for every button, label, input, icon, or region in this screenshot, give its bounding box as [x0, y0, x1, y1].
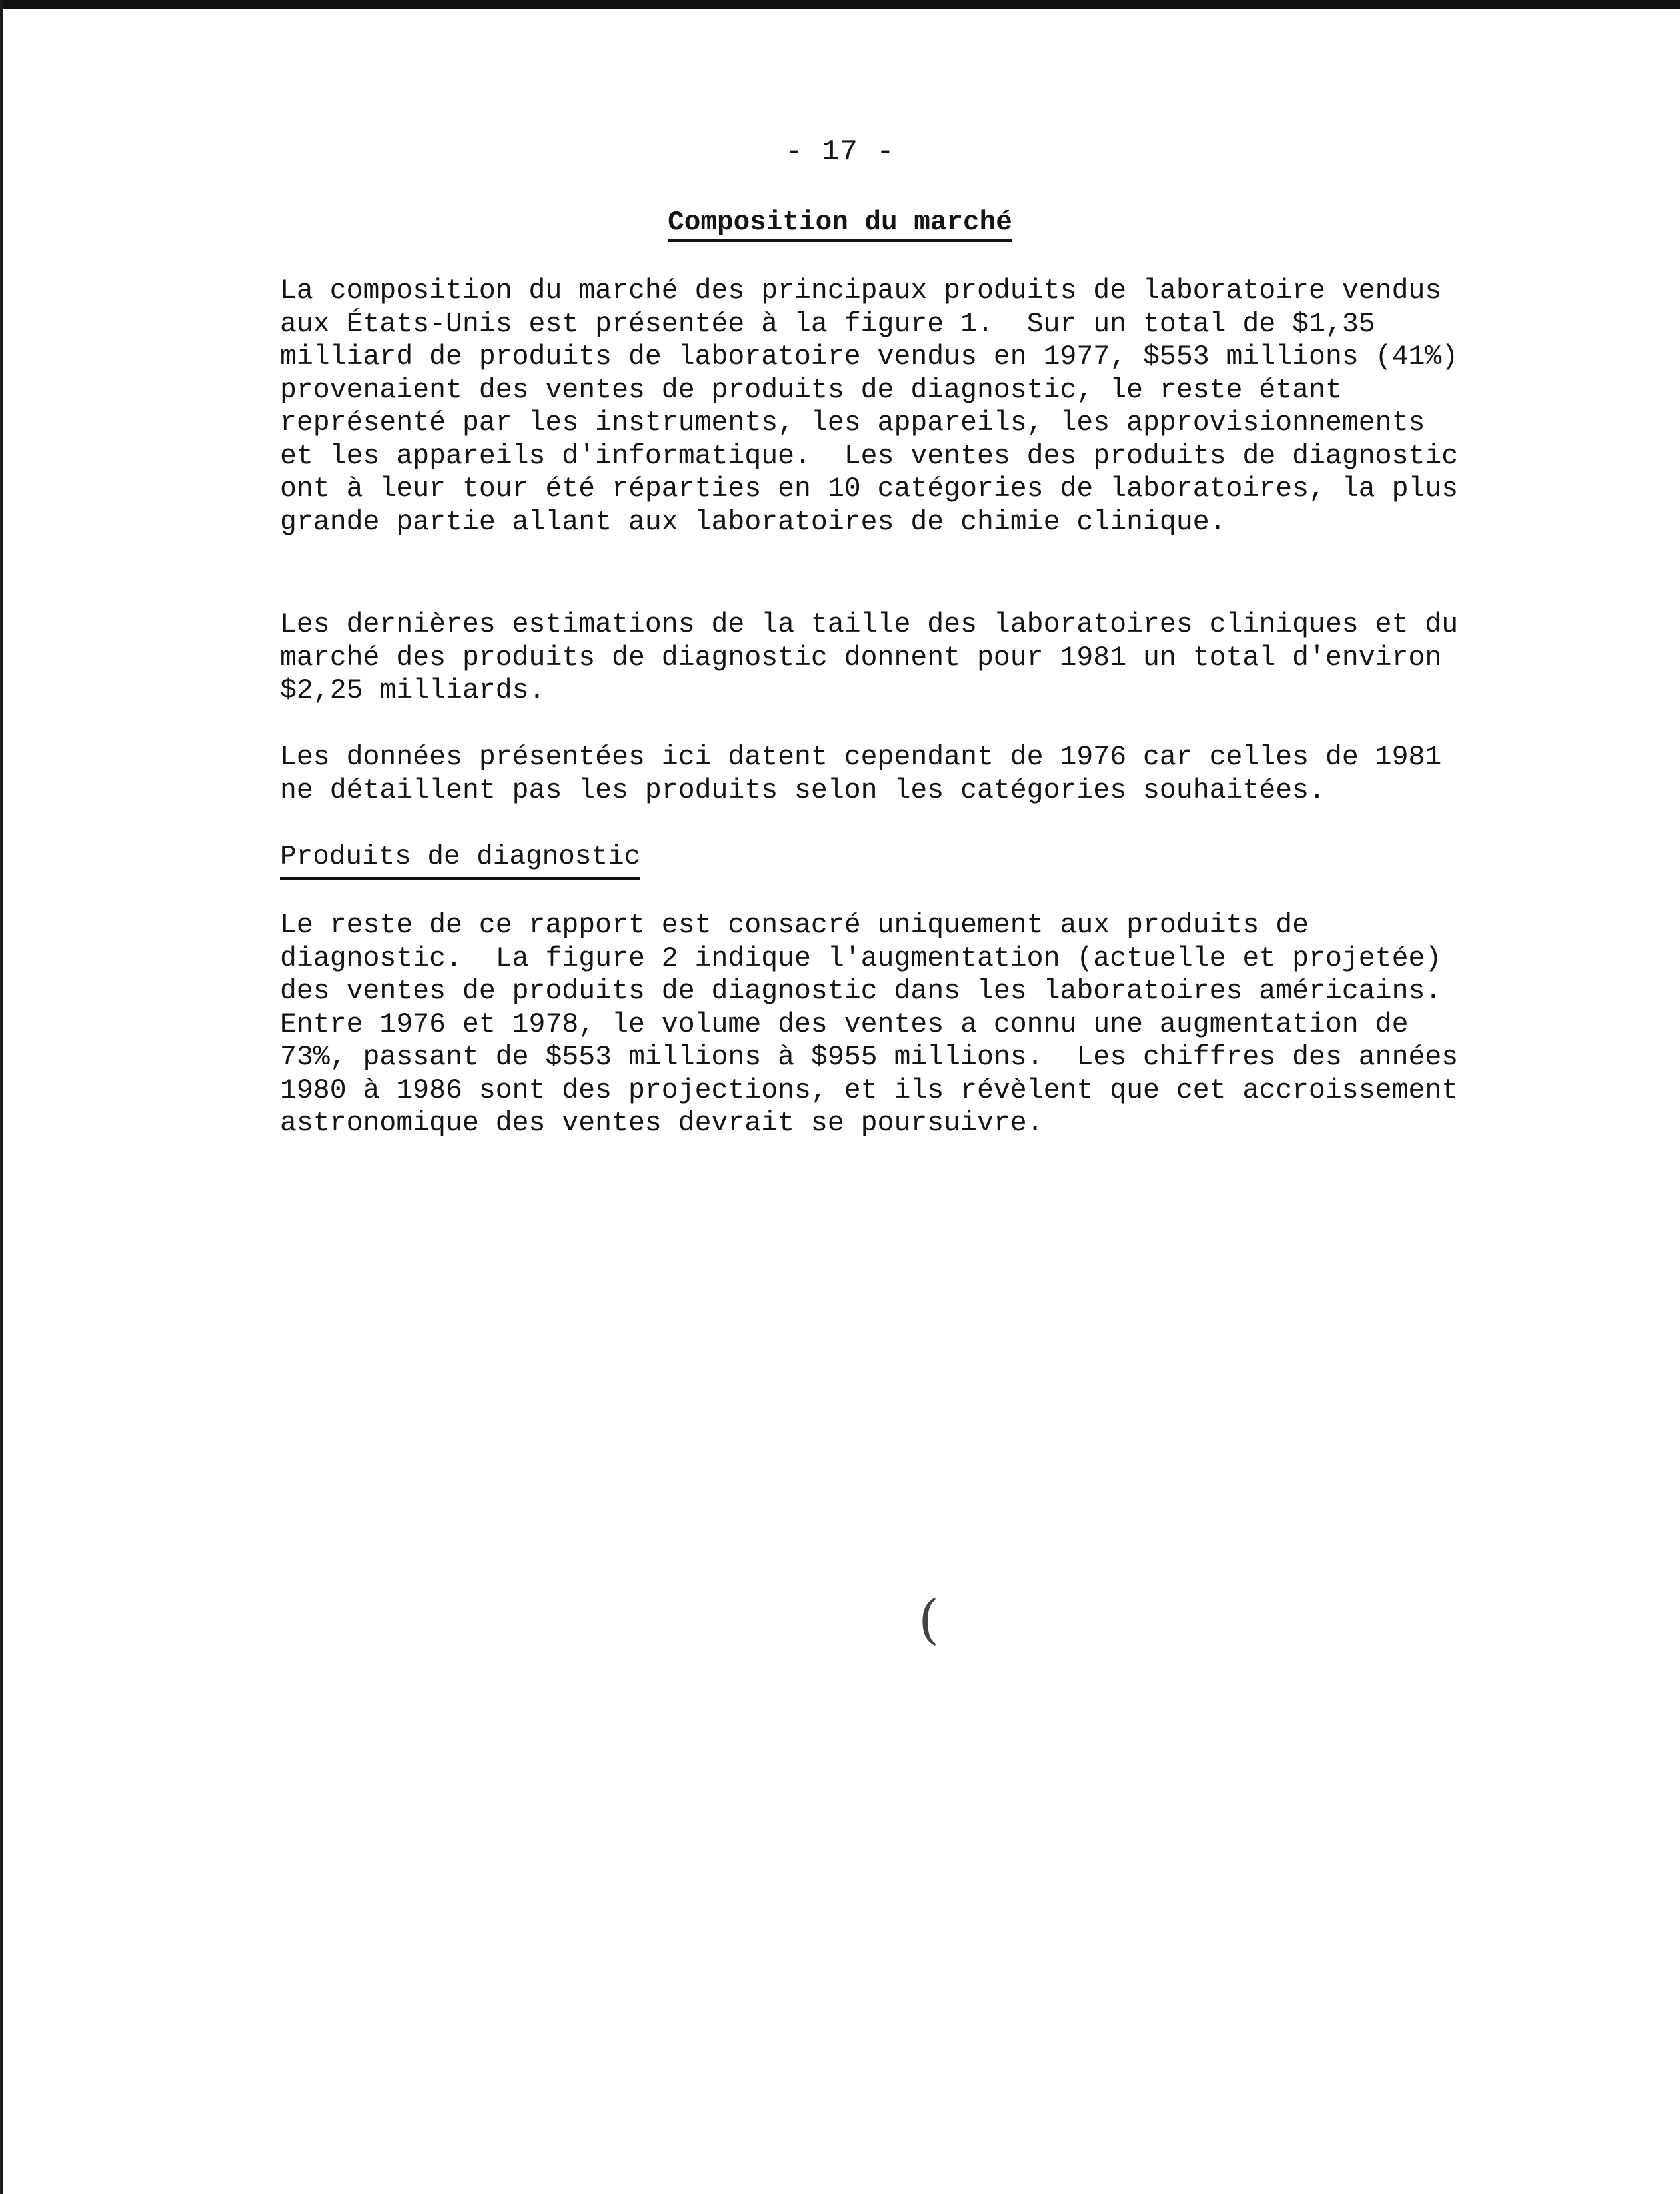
- paragraph-line: 1980 à 1986 sont des projections, et ils révèlent que cet accroissement: [280, 1074, 1459, 1106]
- paragraph-composition: [280, 275, 1479, 539]
- pen-stroke-mark: (: [918, 1588, 940, 1650]
- paragraph-line: 73%, passant de $553 millions à $955 millions. Les chiffres des années: [280, 1042, 1459, 1073]
- paragraph-line: Entre 1976 et 1978, le volume des ventes a connu une augmentation de: [280, 1008, 1409, 1040]
- paragraph-line: marché des produits de diagnostic donnent pour 1981 un total d'environ: [280, 642, 1442, 674]
- paragraph-diagnostic: [280, 909, 1479, 1140]
- paragraph-line: ont à leur tour été réparties en 10 catégories de laboratoires, la plus: [280, 473, 1459, 505]
- paragraph-line: aux États-Unis est présentée à la figure 1. Sur un total de $1,35: [280, 308, 1375, 340]
- paragraph-line: Le reste de ce rapport est consacré uniquement aux produits de: [280, 910, 1309, 941]
- paragraph-line: Les données présentées ici datent cependant de 1976 car celles de 1981: [280, 742, 1442, 773]
- paragraph-line: La composition du marché des principaux produits de laboratoire vendus: [280, 275, 1442, 307]
- paragraph-line: des ventes de produits de diagnostic dans les laboratoires américains.: [280, 976, 1442, 1007]
- paragraph-line: $2,25 milliards.: [280, 675, 546, 706]
- section-heading-diagnostic: Produits de diagnostic: [280, 838, 640, 880]
- section-heading-composition: [0, 204, 1680, 241]
- paragraph-data-dates: [280, 741, 1479, 807]
- paragraph-line: ne détaillent pas les produits selon les catégories souhaitées.: [280, 774, 1325, 806]
- section-heading-composition-text: Composition du marché: [668, 207, 1012, 242]
- page-number: - 17 -: [785, 135, 895, 169]
- scan-left-border: [0, 0, 3, 2194]
- paragraph-estimations: [280, 608, 1479, 708]
- paragraph-line: représenté par les instruments, les appareils, les approvisionnements: [280, 407, 1425, 439]
- paragraph-line: milliard de produits de laboratoire vendus en 1977, $553 millions (41%): [280, 341, 1459, 373]
- paragraph-line: et les appareils d'informatique. Les ventes des produits de diagnostic: [280, 440, 1459, 472]
- paragraph-line: grande partie allant aux laboratoires de chimie clinique.: [280, 506, 1226, 538]
- paragraph-line: astronomique des ventes devrait se poursuivre.: [280, 1108, 1044, 1139]
- paragraph-line: diagnostic. La figure 2 indique l'augmentation (actuelle et projetée): [280, 942, 1442, 974]
- paragraph-line: provenaient des ventes de produits de diagnostic, le reste étant: [280, 374, 1342, 406]
- scan-top-border: [0, 0, 1680, 9]
- paragraph-line: Les dernières estimations de la taille des laboratoires cliniques et du: [280, 609, 1459, 640]
